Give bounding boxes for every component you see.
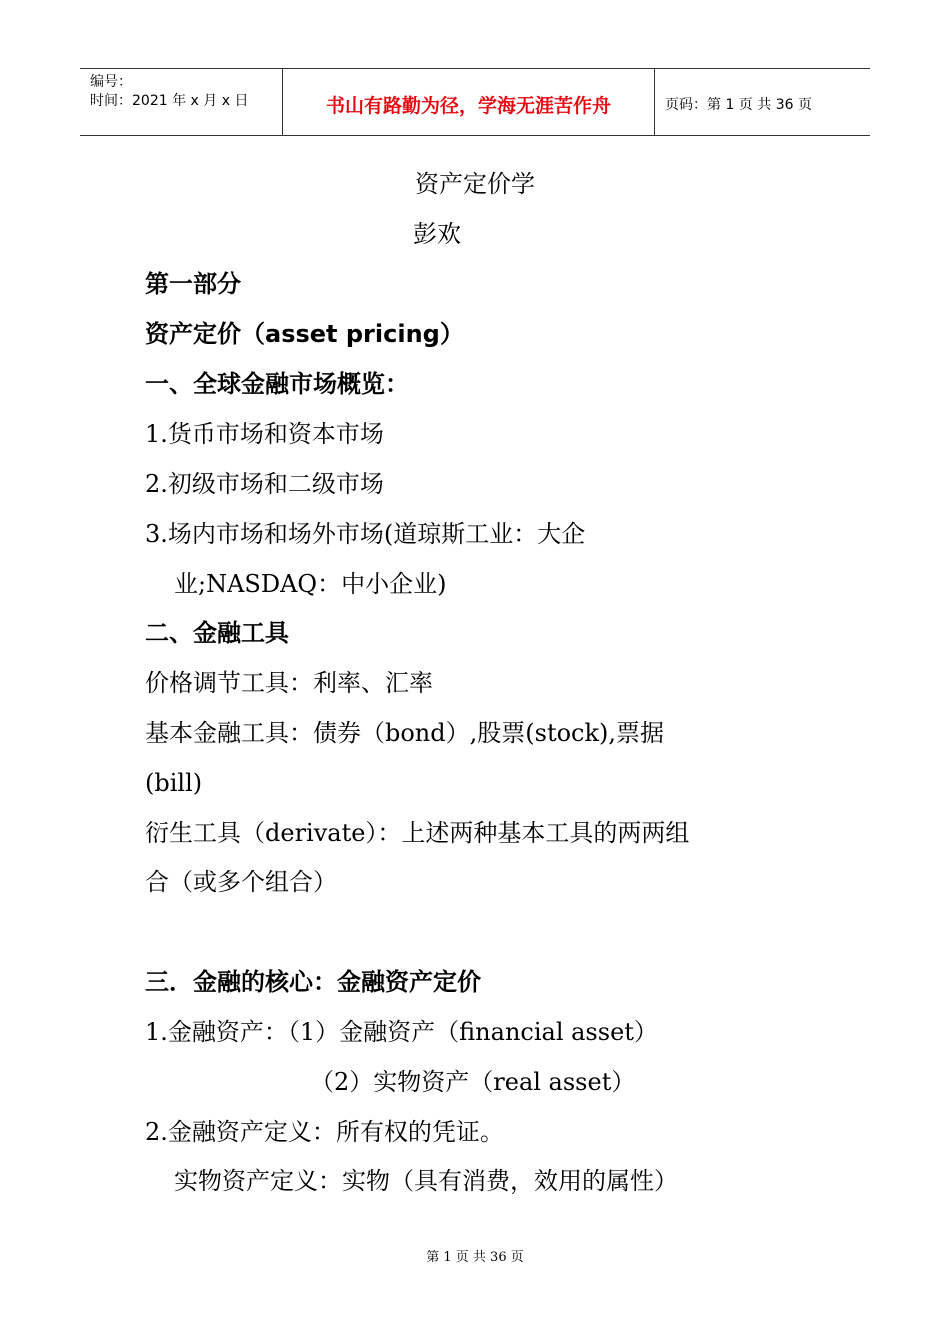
header-meta: [80, 69, 283, 135]
section-2-line-3-cont: 合（或多个组合）: [145, 868, 337, 896]
section-3-heading: 三．金融的核心：金融资产定价: [145, 968, 481, 996]
section-1-item-2: 2.初级市场和二级市场: [145, 470, 384, 498]
section-1-item-1: 1.货币市场和资本市场: [145, 420, 384, 448]
section-2-heading: 二、金融工具: [145, 619, 289, 647]
section-2-line-3: 衍生工具（derivate）：上述两种基本工具的两两组: [145, 819, 690, 847]
doc-subtitle: 资产定价（asset pricing）: [145, 320, 464, 348]
page-header: [80, 68, 870, 136]
section-3-line-3: 2.金融资产定义：所有权的凭证。: [145, 1118, 504, 1146]
section-2-line-2: 基本金融工具：债券（bond）,股票(stock),票据: [145, 719, 665, 747]
section-1-item-3: 3.场内市场和场外市场(道琼斯工业：大企: [145, 520, 586, 548]
doc-author: 彭欢: [413, 220, 461, 248]
section-3-line-4: 实物资产定义：实物（具有消费，效用的属性）: [174, 1167, 678, 1195]
section-3-line-2: （2）实物资产（real asset）: [310, 1068, 636, 1096]
header-page-info: 页码：第 1 页 共 36 页: [665, 97, 812, 113]
section-2-line-2-cont: (bill): [145, 769, 203, 797]
section-3-line-1: 1.金融资产：（1）金融资产（financial asset）: [145, 1018, 658, 1046]
doc-title: 资产定价学: [415, 170, 535, 198]
section-1-heading: 一、全球金融市场概览：: [145, 370, 409, 398]
header-time-label: 时间：2021 年 x 月 x 日: [90, 93, 249, 109]
page-footer: 第 1 页 共 36 页: [426, 1250, 524, 1265]
section-1-item-3-cont: 业;NASDAQ：中小企业): [174, 570, 447, 598]
header-motto: 书山有路勤为径，学海无涯苦作舟: [283, 69, 655, 135]
part-heading: 第一部分: [145, 270, 241, 298]
header-number-label: 编号：: [90, 74, 132, 90]
section-2-line-1: 价格调节工具：利率、汇率: [145, 669, 433, 697]
